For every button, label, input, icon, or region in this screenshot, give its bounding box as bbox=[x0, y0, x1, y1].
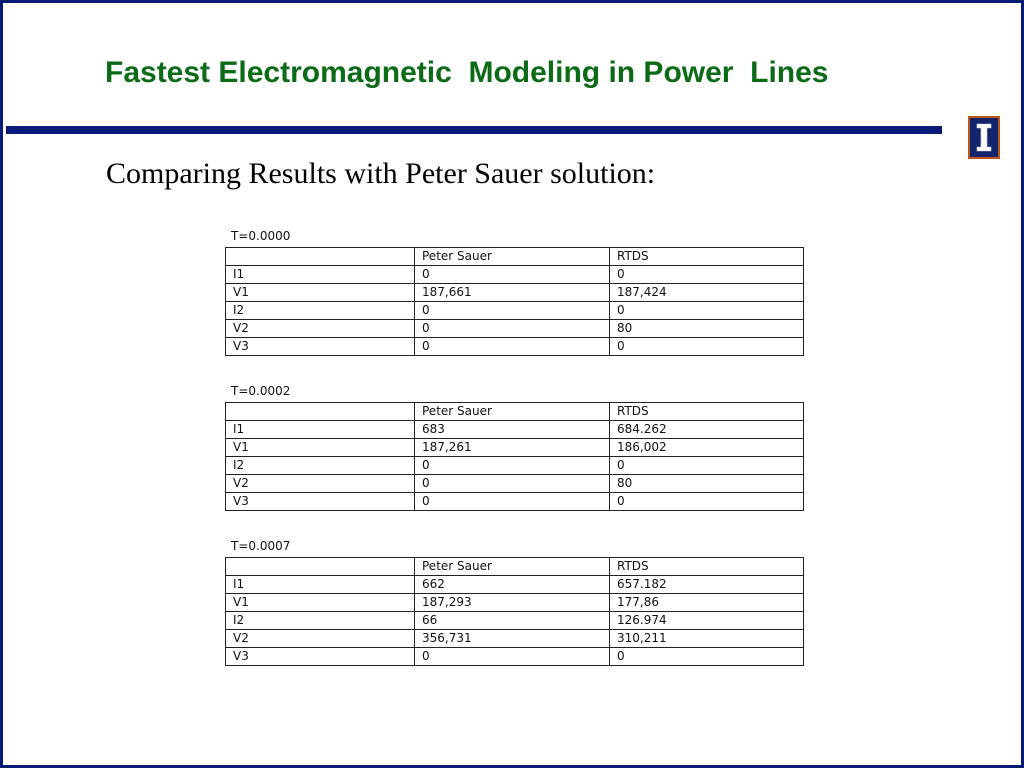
value-cell: 0 bbox=[415, 266, 610, 284]
row-label-cell: V2 bbox=[226, 320, 415, 338]
value-cell: 662 bbox=[415, 576, 610, 594]
value-cell: 0 bbox=[610, 302, 804, 320]
table-header-row bbox=[226, 558, 804, 576]
value-cell: 126.974 bbox=[610, 612, 804, 630]
table-row bbox=[226, 284, 804, 302]
row-label-cell: I2 bbox=[226, 612, 415, 630]
row-label-cell: I2 bbox=[226, 302, 415, 320]
column-header: Peter Sauer bbox=[415, 248, 610, 266]
table-row bbox=[226, 338, 804, 356]
row-label-cell: I2 bbox=[226, 457, 415, 475]
table-row bbox=[226, 493, 804, 511]
results-table-block bbox=[225, 537, 803, 666]
value-cell: 0 bbox=[610, 457, 804, 475]
value-cell: 0 bbox=[610, 493, 804, 511]
table-header-row bbox=[226, 248, 804, 266]
value-cell: 177,86 bbox=[610, 594, 804, 612]
value-cell: 684.262 bbox=[610, 421, 804, 439]
row-label-cell: V3 bbox=[226, 648, 415, 666]
table-row bbox=[226, 612, 804, 630]
value-cell: 66 bbox=[415, 612, 610, 630]
table-row bbox=[226, 439, 804, 457]
value-cell: 0 bbox=[415, 338, 610, 356]
row-label-cell: V1 bbox=[226, 284, 415, 302]
value-cell: 0 bbox=[415, 475, 610, 493]
column-header bbox=[226, 248, 415, 266]
value-cell: 80 bbox=[610, 320, 804, 338]
value-cell: 187,661 bbox=[415, 284, 610, 302]
value-cell: 186,002 bbox=[610, 439, 804, 457]
value-cell: 80 bbox=[610, 475, 804, 493]
column-header: RTDS bbox=[610, 248, 804, 266]
value-cell: 0 bbox=[610, 338, 804, 356]
row-label-cell: I1 bbox=[226, 421, 415, 439]
table-caption: T=0.0007 bbox=[231, 539, 291, 553]
university-logo-icon bbox=[968, 116, 1000, 159]
table-row bbox=[226, 421, 804, 439]
value-cell: 187,261 bbox=[415, 439, 610, 457]
table-header-row bbox=[226, 403, 804, 421]
column-header: RTDS bbox=[610, 558, 804, 576]
row-label-cell: V1 bbox=[226, 439, 415, 457]
value-cell: 0 bbox=[415, 320, 610, 338]
row-label-cell: V3 bbox=[226, 338, 415, 356]
value-cell: 657.182 bbox=[610, 576, 804, 594]
column-header bbox=[226, 558, 415, 576]
results-table bbox=[225, 402, 804, 511]
column-header: Peter Sauer bbox=[415, 558, 610, 576]
row-label-cell: V2 bbox=[226, 475, 415, 493]
column-header bbox=[226, 403, 415, 421]
value-cell: 187,424 bbox=[610, 284, 804, 302]
title-divider bbox=[6, 126, 942, 134]
slide-subtitle: Comparing Results with Peter Sauer solution: bbox=[106, 157, 656, 190]
value-cell: 0 bbox=[415, 457, 610, 475]
table-caption: T=0.0000 bbox=[231, 229, 291, 243]
row-label-cell: I1 bbox=[226, 576, 415, 594]
block-i-icon bbox=[970, 118, 998, 157]
row-label-cell: V3 bbox=[226, 493, 415, 511]
value-cell: 0 bbox=[415, 648, 610, 666]
row-label-cell: I1 bbox=[226, 266, 415, 284]
results-table-block bbox=[225, 382, 803, 511]
table-row bbox=[226, 576, 804, 594]
table-row bbox=[226, 266, 804, 284]
results-table bbox=[225, 557, 804, 666]
table-row bbox=[226, 648, 804, 666]
row-label-cell: V1 bbox=[226, 594, 415, 612]
value-cell: 356,731 bbox=[415, 630, 610, 648]
table-row bbox=[226, 594, 804, 612]
value-cell: 310,211 bbox=[610, 630, 804, 648]
table-caption: T=0.0002 bbox=[231, 384, 291, 398]
table-row bbox=[226, 302, 804, 320]
value-cell: 187,293 bbox=[415, 594, 610, 612]
row-label-cell: V2 bbox=[226, 630, 415, 648]
value-cell: 0 bbox=[610, 648, 804, 666]
column-header: Peter Sauer bbox=[415, 403, 610, 421]
slide-title: Fastest Electromagnetic Modeling in Power Lines bbox=[105, 56, 829, 89]
column-header: RTDS bbox=[610, 403, 804, 421]
table-row bbox=[226, 630, 804, 648]
table-row bbox=[226, 320, 804, 338]
value-cell: 0 bbox=[415, 302, 610, 320]
table-row bbox=[226, 457, 804, 475]
value-cell: 0 bbox=[610, 266, 804, 284]
value-cell: 0 bbox=[415, 493, 610, 511]
table-row bbox=[226, 475, 804, 493]
results-table-block bbox=[225, 227, 803, 356]
value-cell: 683 bbox=[415, 421, 610, 439]
results-table bbox=[225, 247, 804, 356]
